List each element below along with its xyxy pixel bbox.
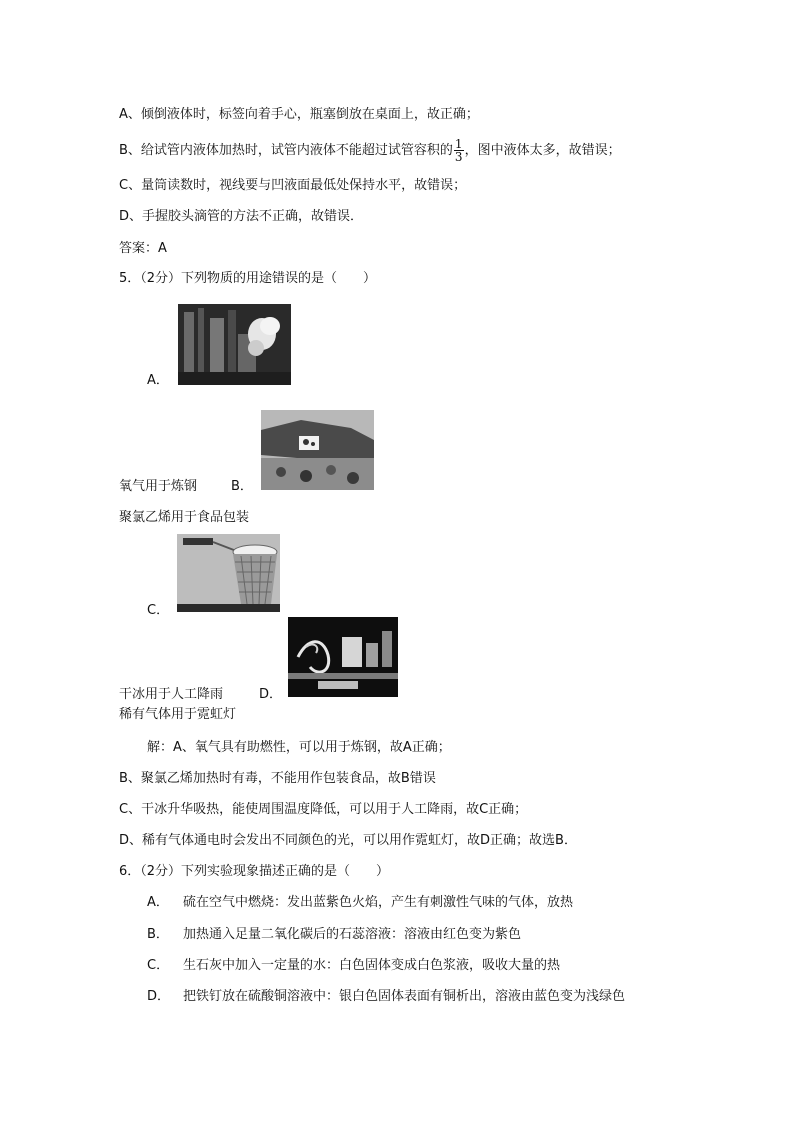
q5-solution-line-2: B、聚氯乙烯加热时有毒，不能用作包装食品，故B错误 <box>119 771 436 786</box>
q6-option-d-label: D． <box>147 989 171 1004</box>
fraction-denominator: 3 <box>454 150 463 164</box>
steelmaking-photo <box>178 304 291 385</box>
neon-light-photo <box>288 617 398 697</box>
food-packaging-photo <box>261 410 374 490</box>
analysis-line-b <box>119 138 621 163</box>
q6-option-b <box>147 926 521 944</box>
q5-option-b-caption: 聚氯乙烯用于食品包装 <box>119 510 250 525</box>
q5-option-a-caption: 氧气用于炼钢 <box>119 479 198 494</box>
q5-option-d-caption: 稀有气体用于霓虹灯 <box>119 707 237 722</box>
q5-option-b-label: B． <box>231 479 253 494</box>
analysis-line-a: A、倾倒液体时，标签向着手心，瓶塞倒放在桌面上，故正确； <box>119 107 479 122</box>
q6-option-c <box>147 957 560 975</box>
q6-option-a-label: A． <box>147 895 169 910</box>
fraction-numerator: 1 <box>454 137 463 151</box>
q5-option-c-label: C． <box>147 603 170 618</box>
analysis-line-d: D、手握胶头滴管的方法不正确，故错误． <box>119 209 364 224</box>
fraction-one-third <box>454 138 464 163</box>
analysis-line-c: C、量筒读数时，视线要与凹液面最低处保持水平，故错误； <box>119 178 467 193</box>
question-5-stem: 5．（2分）下列物质的用途错误的是（ ） <box>119 271 377 286</box>
dry-ice-photo <box>177 534 280 612</box>
q6-option-a <box>147 894 573 912</box>
q6-option-d-text: 把铁钉放在硫酸铜溶液中：银白色固体表面有铜析出，溶液由蓝色变为浅绿色 <box>183 989 626 1004</box>
analysis-line-b-pre: B、给试管内液体加热时，试管内液体不能超过试管容积的 <box>119 143 453 158</box>
q5-solution-line-1: 解：A、氧气具有助燃性，可以用于炼钢，故A正确； <box>147 740 451 755</box>
q6-option-d <box>147 988 625 1006</box>
q6-option-b-text: 加热通入足量二氧化碳后的石蕊溶液：溶液由红色变为紫色 <box>183 927 522 942</box>
question-6-stem: 6．（2分）下列实验现象描述正确的是（ ） <box>119 864 390 879</box>
q5-solution-line-4: D、稀有气体通电时会发出不同颜色的光，可以用作霓虹灯，故D正确；故选B． <box>119 833 577 848</box>
q6-option-c-label: C． <box>147 958 170 973</box>
analysis-line-b-post: ，图中液体太多，故错误； <box>464 143 621 158</box>
q5-solution-line-3: C、干冰升华吸热，能使周围温度降低，可以用于人工降雨，故C正确； <box>119 802 528 817</box>
q5-option-d-label: D． <box>259 687 283 702</box>
q6-option-c-text: 生石灰中加入一定量的水：白色固体变成白色浆液，吸收大量的热 <box>183 958 561 973</box>
q5-option-a-label: A． <box>147 373 169 388</box>
q5-option-c-caption: 干冰用于人工降雨 <box>119 687 224 702</box>
q6-option-b-label: B． <box>147 927 169 942</box>
q6-option-a-text: 硫在空气中燃烧：发出蓝紫色火焰，产生有刺激性气味的气体，放热 <box>183 895 574 910</box>
answer-line: 答案：A <box>119 241 167 256</box>
